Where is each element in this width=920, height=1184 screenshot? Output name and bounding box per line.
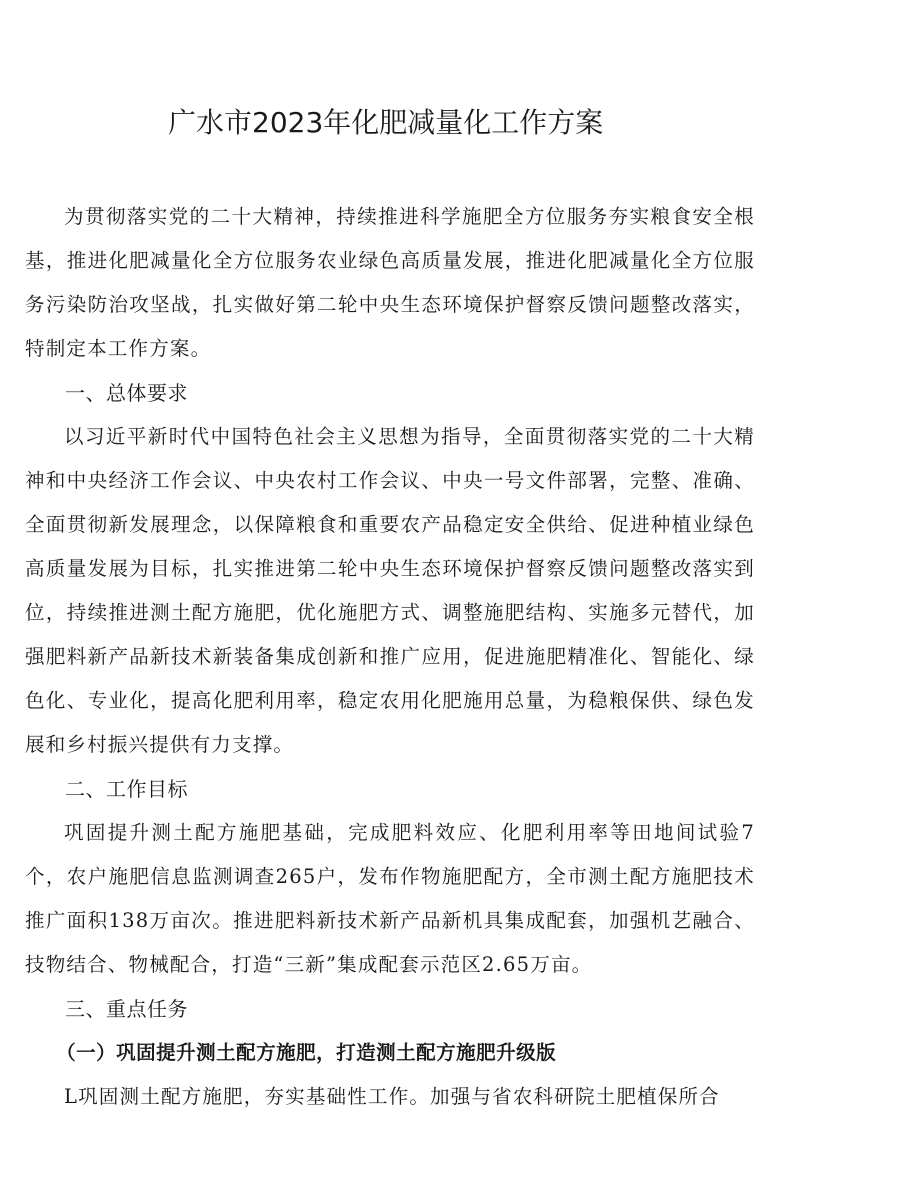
document-body	[25, 195, 755, 1119]
section-heading-general-requirements: 一、总体要求	[65, 381, 188, 405]
subsection-heading-soil-testing: （一）巩固提升测土配方施肥，打造测土配方施肥升级版	[56, 1041, 557, 1064]
soil-testing-paragraph: L巩固测土配方施肥，夯实基础性工作。加强与省农科研院土肥植保所合	[64, 1085, 720, 1108]
work-goals-paragraph: 巩固提升测土配方施肥基础，完成肥料效应、化肥利用率等田地间试验7个，农户施肥信息监测调查265户，发布作物施肥配方，全市测土配方施肥技术推广面积138万亩次。推进肥料新技术新产品新机具集成配套，加强机艺融合、技物结合、物械配合，打造“三新”集成配套示范区2.65万亩。	[25, 821, 755, 976]
document-title: 广水市2023年化肥减量化工作方案	[168, 106, 604, 139]
section-heading-work-goals: 二、工作目标	[65, 777, 188, 801]
intro-paragraph: 为贯彻落实党的二十大精神，持续推进科学施肥全方位服务夯实粮食安全根基，推进化肥减量化全方位服务农业绿色高质量发展，推进化肥减量化全方位服务污染防治攻坚战，扎实做好第二轮中央生态环境保护督察反馈问题整改落实，特制定本工作方案。	[25, 205, 755, 360]
general-requirements-paragraph: 以习近平新时代中国特色社会主义思想为指导，全面贯彻落实党的二十大精神和中央经济工作会议、中央农村工作会议、中央一号文件部署，完整、准确、全面贯彻新发展理念，以保障粮食和重要农产品稳定安全供给、促进种植业绿色高质量发展为目标，扎实推进第二轮中央生态环境保护督察反馈问题整改落实到位，持续推进测土配方施肥，优化施肥方式、调整施肥结构、实施多元替代，加强肥料新产品新技术新装备集成创新和推广应用，促进施肥精准化、智能化、绿色化、专业化，提高化肥利用率，稳定农用化肥施用总量，为稳粮保供、绿色发展和乡村振兴提供有力支撑。	[25, 425, 755, 756]
section-heading-key-tasks: 三、重点任务	[65, 997, 188, 1021]
